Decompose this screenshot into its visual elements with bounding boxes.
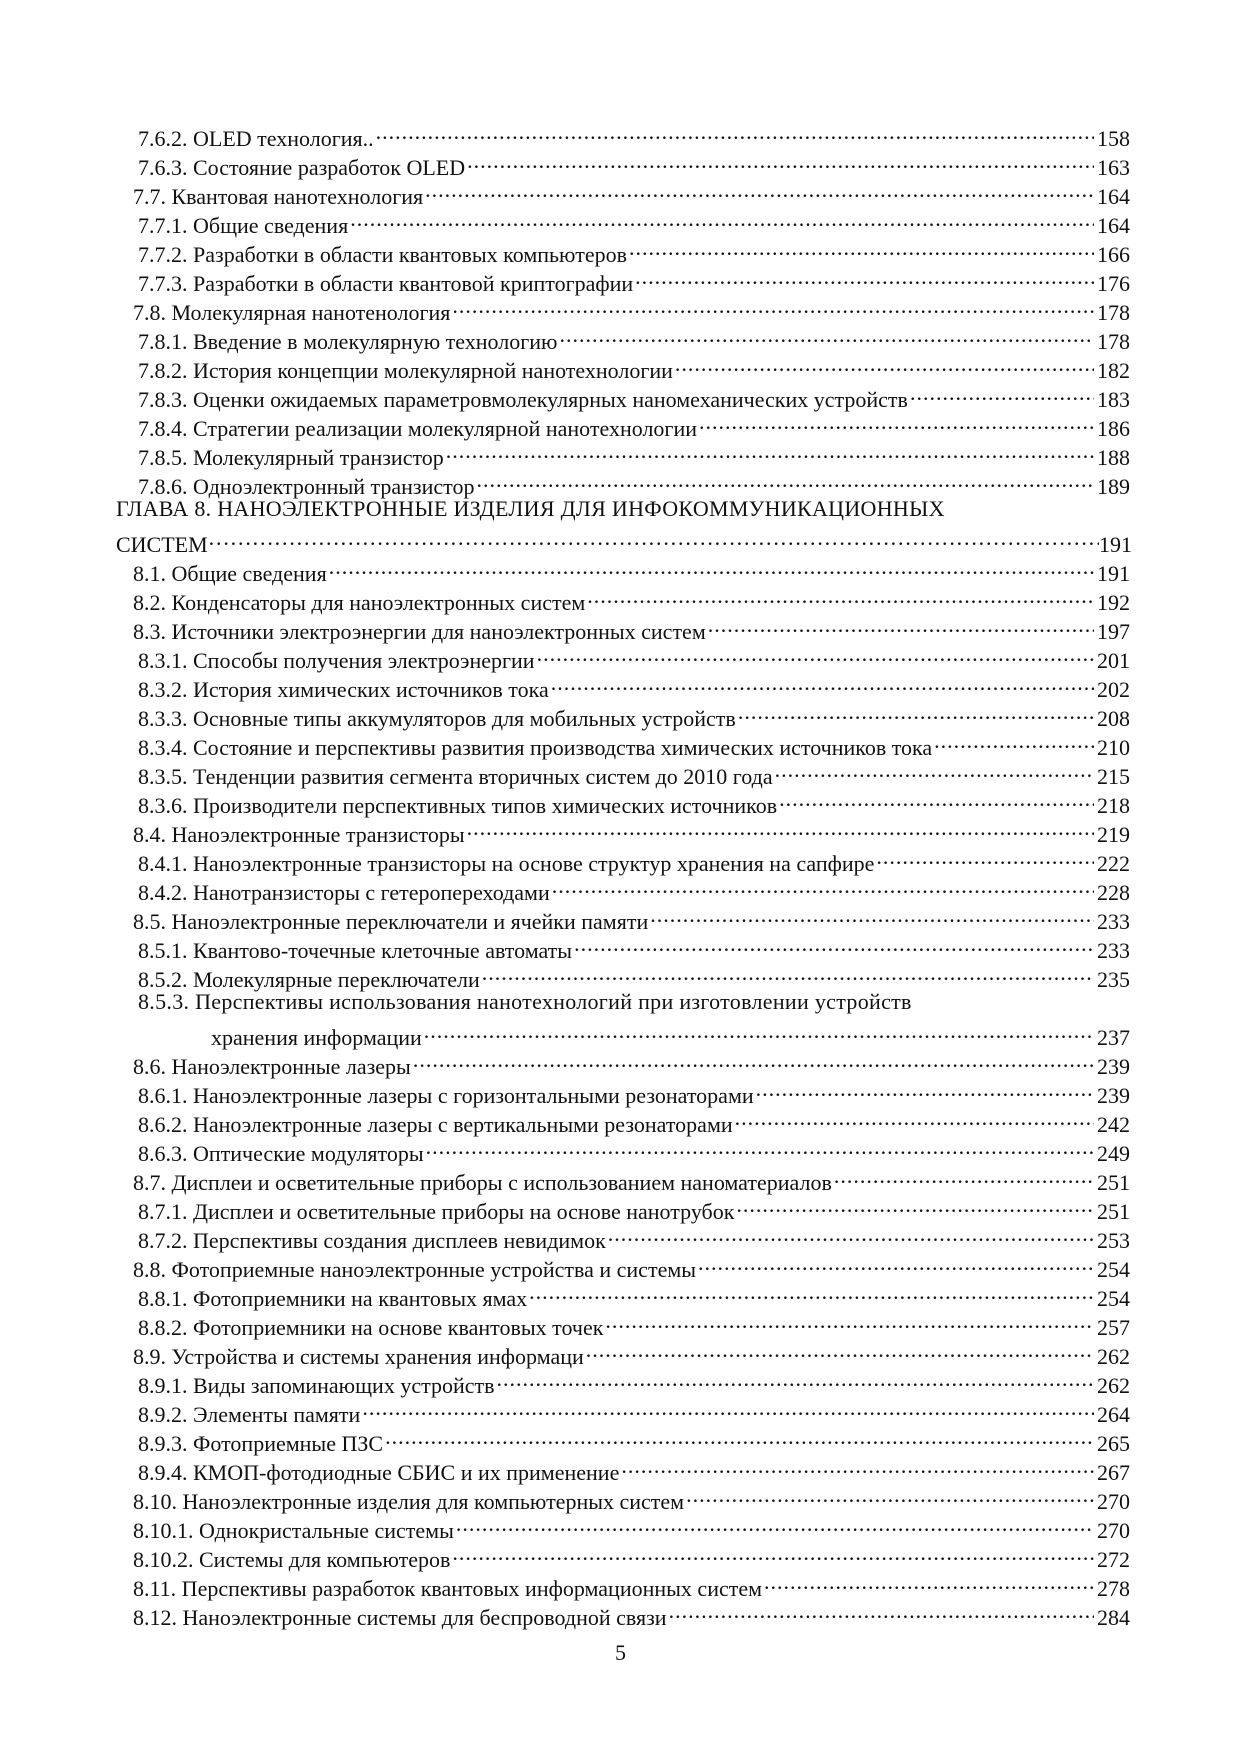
- toc-entry-title: 8.10.1. Однокристальные системы: [133, 1518, 454, 1543]
- toc-entry-title: 7.7.1. Общие сведения: [138, 213, 349, 238]
- dot-leader: [650, 900, 1094, 929]
- dot-leader: [586, 1335, 1094, 1364]
- toc-entry-page-number: 251: [1097, 1199, 1130, 1224]
- toc-entry-title: 8.6.2. Наноэлектронные лазеры с вертикальными резонаторами: [138, 1112, 733, 1137]
- toc-entry-page-number: 166: [1097, 242, 1130, 267]
- toc-entry-page-number: 192: [1097, 590, 1130, 615]
- toc-entry-page-number: 219: [1097, 822, 1130, 847]
- dot-leader: [876, 842, 1094, 871]
- toc-entry-page-number: 267: [1097, 1460, 1130, 1485]
- toc-entry-page-number: 249: [1097, 1141, 1130, 1166]
- toc-entry-page-number: 210: [1097, 735, 1130, 760]
- dot-leader: [559, 320, 1094, 349]
- toc-entry-title: 7.6.2. OLED технология..: [138, 126, 374, 151]
- chapter-heading: [116, 494, 1130, 523]
- dot-leader: [551, 668, 1094, 697]
- dot-leader: [587, 581, 1094, 610]
- dot-leader: [834, 1161, 1094, 1190]
- toc-entry-page-number: 264: [1097, 1402, 1130, 1427]
- dot-leader: [708, 610, 1094, 639]
- toc-entry-title: 7.7. Квантовая нанотехнология: [133, 184, 424, 209]
- dot-leader: [425, 175, 1094, 204]
- toc-entry: [118, 552, 1130, 586]
- toc-section-chapter8-a: [118, 552, 1130, 992]
- dot-leader: [736, 1190, 1094, 1219]
- toc-entry-title: 8.4.2. Нанотранзисторы с гетеропереходами: [138, 880, 550, 905]
- toc-entry-page-number: 164: [1097, 184, 1130, 209]
- toc-section-chapter8-b: [118, 1045, 1130, 1630]
- dot-leader: [467, 146, 1094, 175]
- toc-entry-page-number: 218: [1097, 793, 1130, 818]
- toc-entry-page-number: 233: [1097, 909, 1130, 934]
- toc-entry-title: 8.7.2. Перспективы создания дисплеев невидимок: [138, 1228, 606, 1253]
- toc-entry-page-number: 222: [1097, 851, 1130, 876]
- toc-entry-title: 7.8.2. История концепции молекулярной нанотехнологии: [138, 358, 673, 383]
- dot-leader: [385, 1422, 1094, 1451]
- toc-entry-title: 8.9.1. Виды запоминающих устройств: [138, 1373, 495, 1398]
- toc-entry-page-number: 278: [1097, 1576, 1130, 1601]
- toc-entry-title: 8.8.1. Фотоприемники на квантовых ямах: [138, 1286, 528, 1311]
- toc-entry: [118, 117, 1130, 151]
- toc-entry-page-number: 208: [1097, 706, 1130, 731]
- toc-entry-title: 8.8. Фотоприемные наноэлектронные устройства и системы: [133, 1257, 697, 1282]
- dot-leader: [934, 726, 1094, 755]
- dot-leader: [362, 1393, 1094, 1422]
- toc-entry-page-number: 178: [1097, 329, 1130, 354]
- dot-leader: [424, 1016, 1094, 1045]
- toc-entry-title: 7.7.3. Разработки в области квантовой криптографии: [138, 271, 634, 296]
- dot-leader: [756, 1074, 1094, 1103]
- dot-leader: [482, 958, 1094, 987]
- toc-entry-title: 7.8.5. Молекулярный транзистор: [138, 445, 444, 470]
- toc-entry-page-number: 189: [1097, 474, 1130, 499]
- toc-entry-title: 8.3. Источники электроэнергии для наноэлектронных систем: [133, 619, 706, 644]
- toc-entry-title: 8.9.3. Фотоприемные ПЗС: [138, 1431, 384, 1456]
- dot-leader: [675, 349, 1094, 378]
- toc-entry-title: 8.4. Наноэлектронные транзисторы: [133, 822, 465, 847]
- dot-leader: [698, 1248, 1094, 1277]
- toc-entry-title: 8.9. Устройства и системы хранения информаци: [133, 1344, 584, 1369]
- table-of-contents: [116, 117, 1132, 1630]
- chapter-heading-line1: ГЛАВА 8. НАНОЭЛЕКТРОННЫЕ ИЗДЕЛИЯ ДЛЯ ИНФОКОММУНИКАЦИОННЫХ: [116, 496, 945, 521]
- dot-leader: [629, 233, 1094, 262]
- toc-entry-title: 8.5. Наноэлектронные переключатели и ячейки памяти: [133, 909, 649, 934]
- toc-entry-page-number: 251: [1097, 1170, 1130, 1195]
- dot-leader: [669, 1596, 1094, 1625]
- dot-leader: [910, 378, 1094, 407]
- toc-entry-page-number: 265: [1097, 1431, 1130, 1456]
- toc-entry-page-number: 272: [1097, 1547, 1130, 1572]
- toc-entry-title: 7.8. Молекулярная нанотенология: [133, 300, 451, 325]
- toc-entry-page-number: 163: [1097, 155, 1130, 180]
- toc-entry-title: 7.7.2. Разработки в области квантовых компьютеров: [138, 242, 627, 267]
- toc-entry-page-number: 183: [1097, 387, 1130, 412]
- toc-entry-page-number: 257: [1097, 1315, 1130, 1340]
- dot-leader: [635, 262, 1094, 291]
- toc-entry-page-number: 178: [1097, 300, 1130, 325]
- toc-entry-page-number: 254: [1097, 1257, 1130, 1282]
- toc-entry-title: 7.8.6. Одноэлектронный транзистор: [138, 474, 475, 499]
- toc-entry-page-number: 270: [1097, 1489, 1130, 1514]
- dot-leader: [738, 697, 1094, 726]
- dot-leader: [208, 523, 1099, 552]
- toc-entry-page-number: 262: [1097, 1344, 1130, 1369]
- toc-entry-title: 8.2. Конденсаторы для наноэлектронных систем: [133, 590, 586, 615]
- dot-leader: [426, 1132, 1094, 1161]
- toc-entry-title: 8.7. Дисплеи и осветительные приборы с использованием наноматериалов: [133, 1170, 832, 1195]
- dot-leader: [456, 1509, 1094, 1538]
- dot-leader: [529, 1277, 1094, 1306]
- toc-entry-page-number: 201: [1097, 648, 1130, 673]
- dot-leader: [376, 117, 1094, 146]
- dot-leader: [467, 813, 1094, 842]
- toc-entry-page-number: 182: [1097, 358, 1130, 383]
- toc-entry-title: 8.1. Общие сведения: [133, 561, 327, 586]
- toc-entry-page-number: 270: [1097, 1518, 1130, 1543]
- toc-entry-page-number: 237: [1097, 1025, 1130, 1050]
- toc-entry-page-number: 239: [1097, 1054, 1130, 1079]
- toc-entry-title-line2: хранения информации: [211, 1025, 422, 1050]
- toc-entry-page-number: 191: [1097, 561, 1130, 586]
- dot-leader: [574, 929, 1094, 958]
- toc-entry-page-number: 284: [1097, 1605, 1130, 1630]
- toc-entry-title: 8.4.1. Наноэлектронные транзисторы на основе структур хранения на сапфире: [138, 851, 875, 876]
- dot-leader: [605, 1306, 1094, 1335]
- toc-entry-page-number: 242: [1097, 1112, 1130, 1137]
- chapter-page-number: 191: [1099, 532, 1132, 557]
- chapter-heading-continued: [116, 523, 1132, 557]
- dot-leader: [699, 407, 1094, 436]
- toc-entry-page-number: 202: [1097, 677, 1130, 702]
- toc-entry-page-number: 239: [1097, 1083, 1130, 1108]
- dot-leader: [413, 1045, 1094, 1074]
- dot-leader: [552, 871, 1094, 900]
- toc-entry-title: 8.3.6. Производители перспективных типов химических источников: [138, 793, 778, 818]
- dot-leader: [452, 1538, 1094, 1567]
- dot-leader: [350, 204, 1094, 233]
- dot-leader: [779, 784, 1094, 813]
- toc-entry-page-number: 228: [1097, 880, 1130, 905]
- toc-entry-page-number: 215: [1097, 764, 1130, 789]
- toc-entry-title: 8.10.2. Системы для компьютеров: [133, 1547, 451, 1572]
- dot-leader: [735, 1103, 1094, 1132]
- toc-entry-title: 8.5.1. Квантово-точечные клеточные автоматы: [138, 938, 573, 963]
- toc-entry-title: 8.9.4. КМОП-фотодиодные СБИС и их применение: [138, 1460, 620, 1485]
- toc-entry-page-number: 158: [1097, 126, 1130, 151]
- toc-entry-title: 7.8.3. Оценки ожидаемых параметровмолекулярных наномеханических устройств: [138, 387, 908, 412]
- dot-leader: [476, 465, 1094, 494]
- dot-leader: [497, 1364, 1094, 1393]
- toc-entry-page-number: 188: [1097, 445, 1130, 470]
- page-number: 5: [615, 1640, 626, 1665]
- toc-entry-title: 8.9.2. Элементы памяти: [138, 1402, 361, 1427]
- toc-entry-page-number: 254: [1097, 1286, 1130, 1311]
- toc-entry-title: 7.8.4. Стратегии реализации молекулярной нанотехнологии: [138, 416, 698, 441]
- toc-entry-title: 8.3.1. Способы получения электроэнергии: [138, 648, 535, 673]
- toc-entry-title: 8.7.1. Дисплеи и осветительные приборы на основе нанотрубок: [138, 1199, 735, 1224]
- toc-entry-title: 8.6. Наноэлектронные лазеры: [133, 1054, 411, 1079]
- toc-entry-page-number: 233: [1097, 938, 1130, 963]
- toc-entry-title: 8.6.1. Наноэлектронные лазеры с горизонтальными резонаторами: [138, 1083, 754, 1108]
- dot-leader: [608, 1219, 1094, 1248]
- dot-leader: [446, 436, 1094, 465]
- dot-leader: [329, 552, 1094, 581]
- toc-entry-page-number: 176: [1097, 271, 1130, 296]
- dot-leader: [537, 639, 1094, 668]
- toc-entry-wrapped: [118, 987, 1130, 1016]
- dot-leader: [686, 1480, 1094, 1509]
- toc-entry-page-number: 164: [1097, 213, 1130, 238]
- toc-entry-page-number: 253: [1097, 1228, 1130, 1253]
- dot-leader: [621, 1451, 1094, 1480]
- toc-entry-title: 8.3.4. Состояние и перспективы развития производства химических источников тока: [138, 735, 933, 760]
- dot-leader: [452, 291, 1094, 320]
- dot-leader: [764, 1567, 1094, 1596]
- toc-entry-title: 8.3.2. История химических источников тока: [138, 677, 549, 702]
- toc-entry-page-number: 186: [1097, 416, 1130, 441]
- dot-leader: [775, 755, 1094, 784]
- toc-entry-title: 7.6.3. Состояние разработок OLED: [138, 155, 466, 180]
- toc-entry-title: 8.10. Наноэлектронные изделия для компьютерных систем: [133, 1489, 685, 1514]
- toc-entry-title: 8.3.3. Основные типы аккумуляторов для мобильных устройств: [138, 706, 736, 731]
- toc-section-chapter7: [118, 117, 1130, 499]
- toc-entry-wrapped-continued: [118, 1016, 1130, 1050]
- chapter-heading-line2: СИСТЕМ: [116, 532, 208, 557]
- toc-entry-title: 7.8.1. Введение в молекулярную технологию: [138, 329, 558, 354]
- toc-entry-page-number: 262: [1097, 1373, 1130, 1398]
- toc-entry-page-number: 197: [1097, 619, 1130, 644]
- toc-entry-title: 8.11. Перспективы разработок квантовых информационных систем: [133, 1576, 763, 1601]
- toc-entry-title: 8.12. Наноэлектронные системы для беспроводной связи: [133, 1605, 667, 1630]
- toc-entry-title-line1: 8.5.3. Перспективы использования нанотехнологий при изготовлении устройств: [138, 989, 912, 1014]
- toc-entry-page-number: 235: [1097, 967, 1130, 992]
- toc-entry-title: 8.6.3. Оптические модуляторы: [138, 1141, 424, 1166]
- toc-entry-title: 8.5.2. Молекулярные переключатели: [138, 967, 480, 992]
- toc-entry-title: 8.3.5. Тенденции развития сегмента вторичных систем до 2010 года: [138, 764, 773, 789]
- toc-entry-title: 8.8.2. Фотоприемники на основе квантовых точек: [138, 1315, 604, 1340]
